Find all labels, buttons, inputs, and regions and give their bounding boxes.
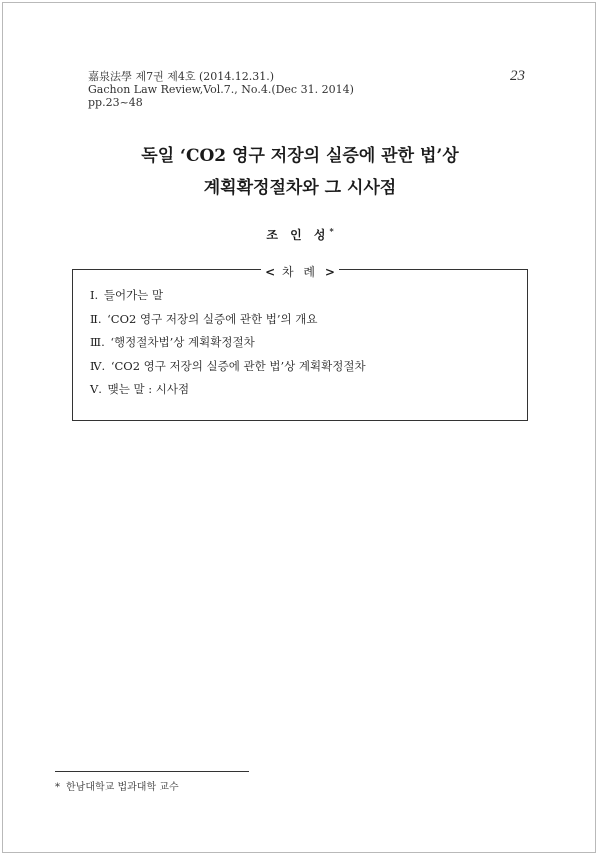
page-number: 23 — [510, 68, 525, 84]
toc-bracket-right: > — [324, 265, 335, 279]
toc-item[interactable] — [90, 355, 366, 379]
toc-item-label: ‘CO2 영구 저장의 실증에 관한 법’의 개요 — [107, 311, 318, 326]
author-name: 조 인 성 — [266, 228, 330, 242]
page-range: pp.23~48 — [88, 96, 143, 109]
toc-item-numeral: Ⅳ. — [90, 358, 106, 373]
footnote-mark: * — [55, 782, 60, 793]
toc-item[interactable] — [90, 331, 366, 355]
toc-bracket-left: < — [265, 265, 276, 279]
toc-item[interactable] — [90, 378, 366, 402]
article-title-line-2: 계획확정절차와 그 시사점 — [203, 178, 397, 198]
toc-item-label: 들어가는 말 — [103, 288, 164, 302]
journal-header — [88, 70, 354, 109]
toc-item[interactable] — [90, 284, 366, 308]
toc-item-numeral: Ⅲ. — [90, 335, 105, 349]
article-title — [0, 140, 600, 204]
author — [0, 226, 600, 243]
author-footnote-mark: * — [329, 226, 334, 236]
toc-item-numeral: Ⅰ. — [90, 288, 99, 302]
toc-list — [90, 284, 366, 402]
journal-title-korean: 嘉泉法學 제7권 제4호 (2014.12.31.) — [88, 70, 275, 83]
toc-item-numeral: Ⅱ. — [90, 311, 102, 326]
footnote-divider — [55, 771, 249, 772]
toc-item-label: ‘행정절차법’상 계획확정절차 — [110, 335, 255, 349]
footnote — [55, 778, 179, 793]
toc-heading-text: 차 례 — [282, 265, 318, 279]
article-title-line-1: 독일 ‘CO2 영구 저장의 실증에 관한 법’상 — [141, 146, 459, 166]
page-border — [2, 2, 596, 853]
toc-item-label: 맺는 말 : 시사점 — [107, 382, 190, 396]
toc-item[interactable] — [90, 308, 366, 332]
toc-item-label: ‘CO2 영구 저장의 실증에 관한 법’상 계획확정절차 — [110, 358, 366, 373]
footnote-text: 한남대학교 법과대학 교수 — [66, 782, 179, 793]
journal-title-english: Gachon Law Review,Vol.7., No.4.(Dec 31. 2014) — [88, 83, 354, 96]
toc-item-numeral: Ⅴ. — [90, 382, 102, 396]
